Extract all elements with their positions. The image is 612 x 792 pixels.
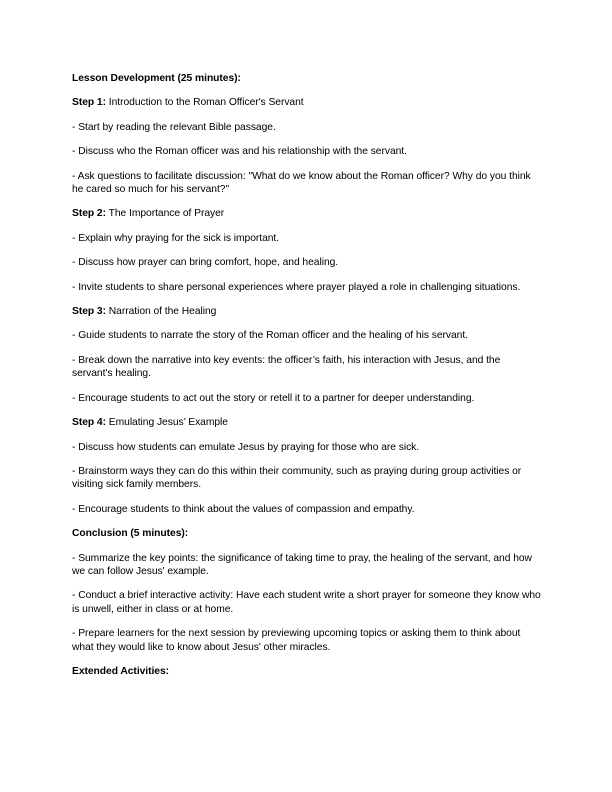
extended-activities-heading: Extended Activities: [72, 665, 170, 677]
step-4-heading [72, 416, 542, 429]
step-3-bullet-3: - Encourage students to act out the story or retell it to a partner for deeper understanding. [72, 392, 475, 404]
conclusion-bullet-3: - Prepare learners for the next session by previewing upcoming topics or asking them to think about what they would like to know about Jesus' other miracles. [72, 628, 521, 653]
step-3-bullet-2: - Break down the narrative into key events: the officer’s faith, his interaction with Jesus, and the servant's healing. [72, 354, 501, 380]
conclusion-bullet-1: - Summarize the key points: the significance of taking time to pray, the healing of the servant, and how we can follow Jesus' example. [72, 552, 532, 577]
step-1-heading [72, 96, 542, 109]
step-2-bullet-1: - Explain why praying for the sick is important. [72, 232, 280, 244]
step-4-bullet-2: - Brainstorm ways they can do this within their community, such as praying during group activities or visiting sick family members. [72, 465, 522, 491]
step-3-label: Step 3: [72, 306, 106, 318]
step-1-bullet-2: - Discuss who the Roman officer was and his relationship with the servant. [72, 146, 407, 158]
step-1-bullet-1: - Start by reading the relevant Bible passage. [72, 121, 276, 133]
step-3-heading [72, 305, 542, 318]
step-1-label: Step 1: [72, 97, 106, 109]
step-2-bullet-2: - Discuss how prayer can bring comfort, hope, and healing. [72, 257, 339, 269]
step-1-bullet-3: - Ask questions to facilitate discussion: "What do we know about the Roman officer? Why do you think he cared so much for his servant?" [72, 170, 531, 196]
step-4-bullet-1: - Discuss how students can emulate Jesus by praying for those who are sick. [72, 441, 420, 453]
document-page [72, 72, 542, 689]
conclusion-heading: Conclusion (5 minutes): [72, 528, 189, 540]
step-1-title: Introduction to the Roman Officer's Servant [105, 97, 304, 109]
step-2-heading [72, 207, 542, 220]
step-2-title: The Importance of Prayer [105, 208, 225, 220]
step-4-title: Emulating Jesus’ Example [105, 417, 228, 429]
step-4-label: Step 4: [72, 417, 106, 429]
lesson-development-heading: Lesson Development (25 minutes): [72, 73, 241, 84]
step-3-bullet-1: - Guide students to narrate the story of the Roman officer and the healing of his servant. [72, 330, 468, 342]
step-4-bullet-3: - Encourage students to think about the values of compassion and empathy. [72, 503, 415, 515]
step-2-label: Step 2: [72, 208, 106, 220]
step-3-title: Narration of the Healing [105, 306, 217, 318]
step-2-bullet-3: - Invite students to share personal experiences where prayer played a role in challenging situations. [72, 281, 521, 293]
conclusion-bullet-2: - Conduct a brief interactive activity: Have each student write a short prayer for someone they know who is unwell, either in class or at home. [72, 590, 541, 615]
